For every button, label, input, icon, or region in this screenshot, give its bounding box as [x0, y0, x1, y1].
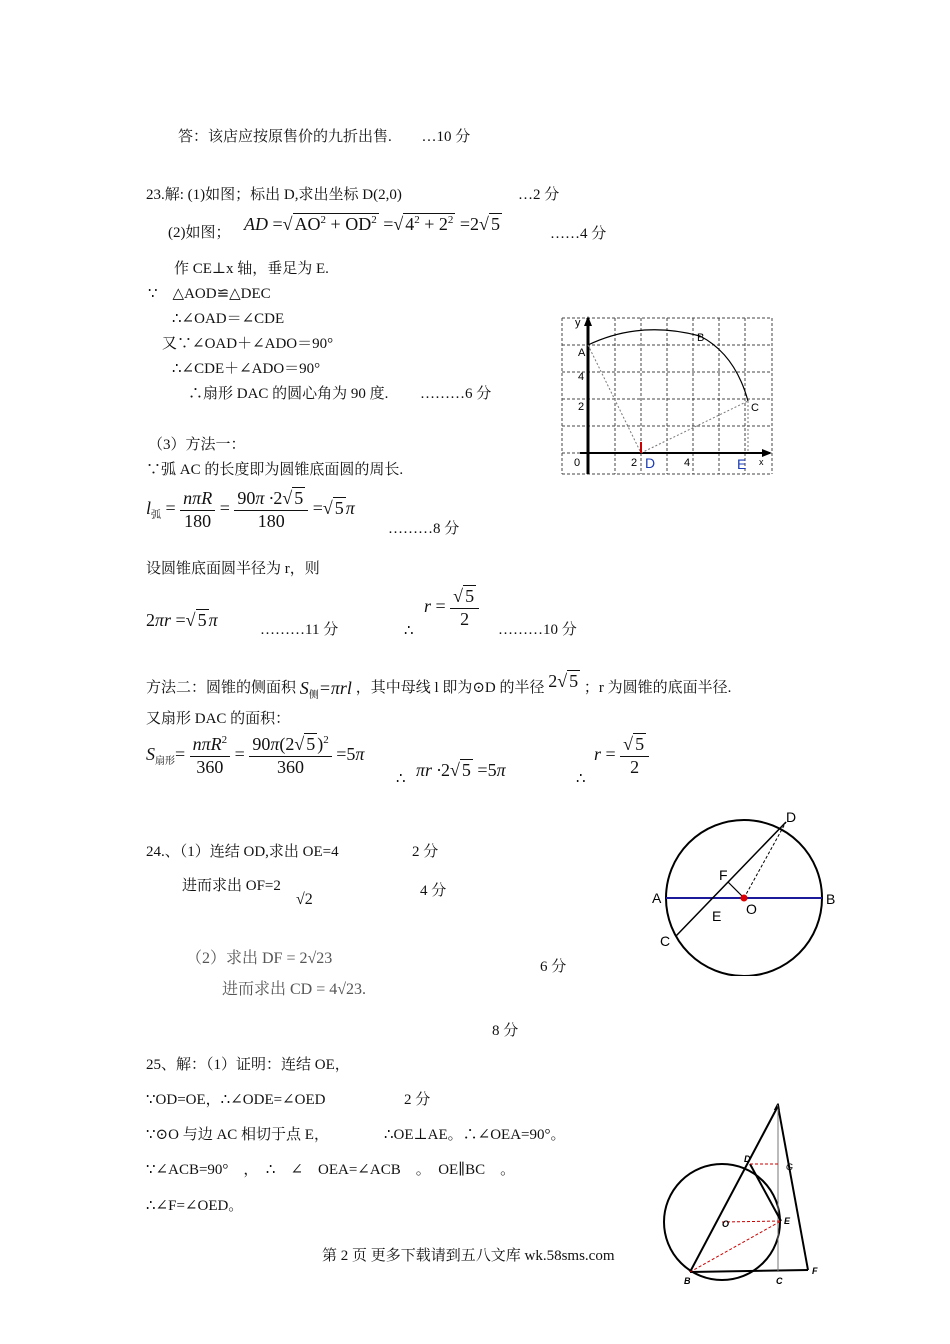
method1-line: ∵弧 AC 的长度即为圆锥底面圆的周长.: [146, 462, 404, 478]
method2-text-b: ，其中母线 l 即为⊙D 的半径: [355, 680, 545, 696]
answer-line: [178, 128, 470, 146]
q25-line2-score: 2 分: [404, 1092, 431, 1108]
label-origin: 0: [574, 457, 581, 469]
q25-line1: 25、解：（1）证明：连结 OE，: [146, 1057, 350, 1073]
y-axis-arrow: [584, 316, 592, 326]
therefore-symbol-3: ∴: [576, 771, 586, 787]
q24-score-8: 8 分: [492, 1023, 519, 1039]
label-4y: 4: [578, 371, 585, 383]
label-f: F: [812, 1266, 818, 1276]
q25-line3b: ∴OE⊥AE。∴∠OEA=90°。: [384, 1127, 566, 1143]
coordinate-graph: [560, 314, 780, 480]
score-11: ………11 分: [260, 622, 339, 638]
q24-part1-score: 2 分: [412, 844, 439, 860]
score-8: ………8 分: [388, 521, 460, 537]
q25-line5: ∴∠F=∠OED。: [146, 1198, 244, 1214]
label-2x: 2: [631, 457, 638, 469]
answer-text: 答：该店应按原售价的九折出售.: [178, 129, 392, 145]
answer-score: …10 分: [421, 129, 471, 145]
set-r-line: 设圆锥底面圆半径为 r，则: [146, 561, 320, 577]
q23-part1: 23.解: (1)如图；标出 D,求出坐标 D(2,0): [146, 187, 402, 203]
q25-line3: ∵⊙O 与边 AC 相切于点 E，: [146, 1127, 329, 1143]
method2-text-c: ；r 为圆锥的底面半径.: [583, 680, 732, 696]
label-d: D: [645, 455, 656, 471]
arc-ac: [588, 330, 748, 401]
label-f: F: [719, 867, 728, 883]
q23-part1-score: …2 分: [518, 187, 560, 203]
q24-part1: 24.、（1）连结 OD,求出 OE=4: [146, 844, 339, 860]
therefore-symbol-1: ∴: [404, 623, 414, 639]
q24-part2-score: 6 分: [540, 959, 567, 975]
label-o: O: [722, 1219, 730, 1229]
grid-lines: [562, 318, 772, 474]
segment-oe: [722, 1221, 781, 1222]
r-result-2: r = $\frac{√ 5}{2}$: [594, 734, 649, 778]
method1-title: （3）方法一：: [148, 437, 246, 453]
q24-of-root: √2: [296, 891, 313, 908]
label-2y: 2: [578, 401, 585, 413]
eq-2pir: 2πr =√ 5 π: [146, 610, 218, 630]
q24-of-score: 4 分: [420, 883, 447, 899]
label-e: E: [737, 456, 747, 472]
q23-part2-score: ……4 分: [550, 226, 607, 242]
label-e: E: [712, 908, 722, 924]
label-c: C: [751, 402, 759, 414]
label-e: E: [784, 1216, 791, 1226]
label-a: A: [774, 1102, 781, 1112]
label-g: G: [786, 1162, 794, 1172]
circle-figure: [640, 806, 850, 976]
therefore-angle-2: ∴∠CDE＋∠ADO＝90°: [172, 361, 321, 377]
therefore-symbol-2: ∴: [396, 771, 406, 787]
q25-line2: ∵OD=OE，∴∠ODE=∠OED: [146, 1092, 326, 1108]
label-d: D: [744, 1154, 751, 1164]
sector-area-formula: $S_{扇形}=$ $\frac{n\pi R^2}{360}$ = $\frac{90\pi(2√ 5 )^2}{360}$ =5π: [146, 734, 365, 777]
x-axis-arrow: [762, 449, 772, 457]
eq-pir-2root5: πr ·2√ 5 =5π: [416, 760, 506, 780]
label-c: C: [660, 933, 671, 949]
label-b: B: [826, 891, 836, 907]
label-4x: 4: [684, 457, 691, 469]
segment-de: [750, 1164, 781, 1221]
q23-part2-label: (2)如图；: [168, 225, 231, 241]
label-c: C: [776, 1276, 783, 1286]
lateral-area-formula: $S_侧=\pi rl$: [299, 678, 352, 701]
q24-part2-cd: 进而求出 CD = 4√23.: [222, 981, 367, 998]
arc-length-formula: $l_弧$ = $\frac{\text{nπR}}{180}$ = $\frac{90\pi \cdot 2√ 5}{180}$ =√ 5 π: [146, 488, 355, 531]
therefore-sector-angle: ∴扇形 DAC 的圆心角为 90 度.: [188, 386, 389, 402]
ce-line: 作 CE⊥x 轴，垂足为 E.: [174, 261, 329, 277]
label-y: y: [575, 317, 581, 329]
score-10: ………10 分: [498, 622, 577, 638]
page-footer: 第 2 页 更多下载请到五八文库 wk.58sms.com: [322, 1248, 615, 1264]
method2-text-a: 方法二：圆锥的侧面积: [146, 680, 297, 696]
label-a: A: [578, 347, 586, 359]
label-a: A: [652, 890, 662, 906]
score-6: ………6 分: [420, 386, 492, 402]
also-angle: 又∵∠OAD＋∠ADO＝90°: [162, 336, 334, 352]
segment-bf: [690, 1270, 808, 1272]
q25-line4: ∵∠ACB=90° ， ∴ ∠ OEA=∠ACB 。 OE∥BC 。: [146, 1162, 516, 1178]
label-d: D: [786, 809, 797, 825]
label-b: B: [697, 332, 705, 344]
triangle-figure: [660, 1100, 830, 1286]
method2-line: [146, 671, 731, 702]
ad-formula: AD =√ $AO^2 + OD^2$ =√ $4^2 + 2^2 =2√$ 5: [244, 214, 500, 234]
q24-of-line: 进而求出 OF=2: [182, 878, 281, 894]
therefore-angle-1: ∴∠OAD＝∠CDE: [172, 311, 285, 327]
label-o: O: [746, 901, 757, 917]
sector-area-line: 又扇形 DAC 的面积：: [146, 711, 291, 727]
q24-part2-df: （2）求出 DF = 2√23: [186, 950, 333, 967]
radius-value: 2√ 5: [548, 671, 579, 691]
label-b: B: [684, 1276, 691, 1286]
label-x: x: [759, 457, 764, 467]
r-result-1: r = $\frac{√ 5}{2}$: [424, 586, 479, 630]
segment-af: [778, 1106, 808, 1270]
because-congruent: ∵ △AOD≌△DEC: [148, 286, 271, 302]
